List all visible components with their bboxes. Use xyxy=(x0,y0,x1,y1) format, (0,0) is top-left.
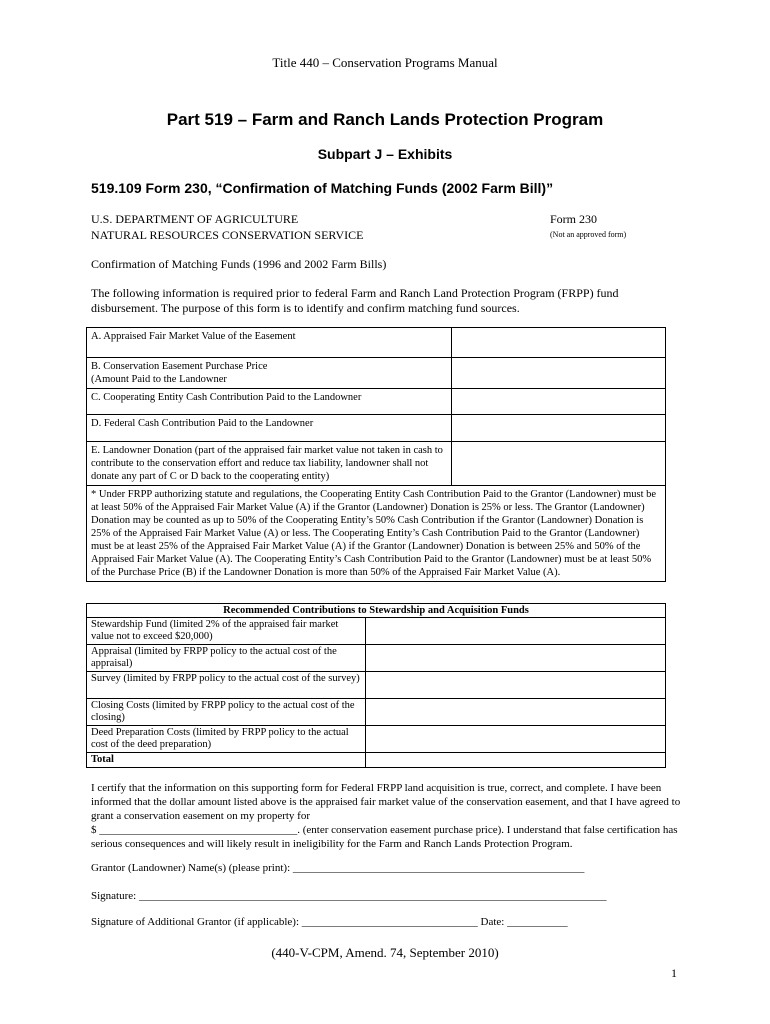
statute-note: * Under FRPP authorizing statute and regulations, the Cooperating Entity Cash Contribution Paid to the Grantor (Landowner) must be at least 50% of the Appraised Fair Market Value (A) if the Grantor (Landowner) Donation is 25% or less. The Grantor (Landowner) Donation may be counted as up to 50% of the Cooperating Entity’s 50% Cash Contribution if the Grantor (Landowner) Donation is 25% of the Appraised Fair Market Value (A) or less. The Cooperating Entity’s Cash Contribution Paid to the Grantor (Landowner) must be at least 25% of the Appraised Fair Market Value (A) if the Grantor (Landowner) Donation is between 25% and 50% of the Appraised Fair Market Value (A). The Cooperating Entity’s Cash Contribution Paid to the Grantor (Landowner) must be at least 50% of the Purchase Price (B) if the Landowner Donation is more than 50% of the Appraised Fair Market Value (A). xyxy=(87,486,666,582)
additional-grantor-signature-line[interactable]: Signature of Additional Grantor (if applicable): ________________________________ Date: ___________ xyxy=(91,916,568,928)
subpart-title: Subpart J – Exhibits xyxy=(317,146,453,162)
certification-text-1: I certify that the information on this supporting form for Federal FRPP land acquisition is true, correct, and complete. I have been informed that the dollar amount listed above is the appraised fair market value of the conservation easement, and that I have agreed to grant a conservation easement on my property for xyxy=(91,782,681,822)
table-row xyxy=(87,672,666,699)
row-a-label: A. Appraised Fair Market Value of the Easement xyxy=(87,328,452,358)
page-number: 1 xyxy=(671,966,677,980)
table-row xyxy=(87,726,666,753)
table-row xyxy=(87,645,666,672)
table-row xyxy=(87,753,666,768)
section-title: 519.109 Form 230, “Confirmation of Matching Funds (2002 Farm Bill)” xyxy=(91,180,554,196)
survey-field[interactable] xyxy=(366,672,666,699)
grantor-name-line[interactable]: Grantor (Landowner) Name(s) (please print): _____________________________________________________ xyxy=(91,862,585,874)
stewardship-fund-label: Stewardship Fund (limited 2% of the appraised fair market value not to exceed $20,000) xyxy=(87,618,366,645)
row-b-line-1: B. Conservation Easement Purchase Price xyxy=(91,361,268,372)
row-d-value-field[interactable] xyxy=(452,415,666,442)
confirmation-heading: Confirmation of Matching Funds (1996 and 2002 Farm Bills) xyxy=(91,257,387,271)
table-row xyxy=(87,486,666,582)
total-label: Total xyxy=(87,753,366,768)
table-row xyxy=(87,358,666,389)
signature-line[interactable]: Signature: _____________________________________________________________________________________ xyxy=(91,890,607,902)
deed-preparation-label: Deed Preparation Costs (limited by FRPP policy to the actual cost of the deed preparation) xyxy=(87,726,366,753)
row-d-label: D. Federal Cash Contribution Paid to the Landowner xyxy=(87,415,452,442)
matching-funds-table xyxy=(86,327,666,582)
contributions-heading: Recommended Contributions to Stewardship and Acquisition Funds xyxy=(87,604,666,618)
row-c-label: C. Cooperating Entity Cash Contribution Paid to the Landowner xyxy=(87,389,452,415)
deed-preparation-field[interactable] xyxy=(366,726,666,753)
intro-paragraph: The following information is required prior to federal Farm and Ranch Land Protection Program (FRPP) fund disbursement. The purpose of this form is to identify and confirm matching fund sources. xyxy=(91,286,619,315)
manual-title: Title 440 – Conservation Programs Manual xyxy=(272,55,498,70)
certification-block xyxy=(91,781,691,851)
appraisal-label: Appraisal (limited by FRPP policy to the actual cost of the appraisal) xyxy=(87,645,366,672)
row-b-value-field[interactable] xyxy=(452,358,666,389)
row-b-line-2: (Amount Paid to the Landowner xyxy=(91,374,227,385)
row-c-value-field[interactable] xyxy=(452,389,666,415)
form-number-block xyxy=(550,211,626,243)
row-e-label: E. Landowner Donation (part of the appraised fair market value not taken in cash to contribute to the conservation effort and reduce tax liability, landowner shall not donate any part of C or D back to the cooperating entity) xyxy=(87,442,452,486)
agency-line-2: NATURAL RESOURCES CONSERVATION SERVICE xyxy=(91,228,364,242)
table-header-row xyxy=(87,604,666,618)
total-field[interactable] xyxy=(366,753,666,768)
agency-block xyxy=(91,211,363,243)
agency-line-1: U.S. DEPARTMENT OF AGRICULTURE xyxy=(91,212,299,226)
table-row xyxy=(87,442,666,486)
page-title: Part 519 – Farm and Ranch Lands Protection Program xyxy=(166,110,604,129)
row-a-value-field[interactable] xyxy=(452,328,666,358)
table-row xyxy=(87,699,666,726)
table-row xyxy=(87,389,666,415)
table-row xyxy=(87,328,666,358)
recommended-contributions-table xyxy=(86,603,666,768)
row-b-label xyxy=(87,358,452,389)
form-number: Form 230 xyxy=(550,212,598,226)
form-note: (Not an approved form) xyxy=(550,230,627,239)
stewardship-fund-field[interactable] xyxy=(366,618,666,645)
certification-text-2: $ ____________________________________. (enter conservation easement purchase price). I understand that false certification has serious consequences and will likely result in ineligibility for the Farm and Ranch Lands Protection Program. xyxy=(91,824,678,850)
closing-costs-field[interactable] xyxy=(366,699,666,726)
closing-costs-label: Closing Costs (limited by FRPP policy to the actual cost of the closing) xyxy=(87,699,366,726)
table-row xyxy=(87,415,666,442)
table-row xyxy=(87,618,666,645)
appraisal-field[interactable] xyxy=(366,645,666,672)
survey-label: Survey (limited by FRPP policy to the actual cost of the survey) xyxy=(87,672,366,699)
row-e-value-field[interactable] xyxy=(452,442,666,486)
amendment-footer: (440-V-CPM, Amend. 74, September 2010) xyxy=(271,945,499,960)
